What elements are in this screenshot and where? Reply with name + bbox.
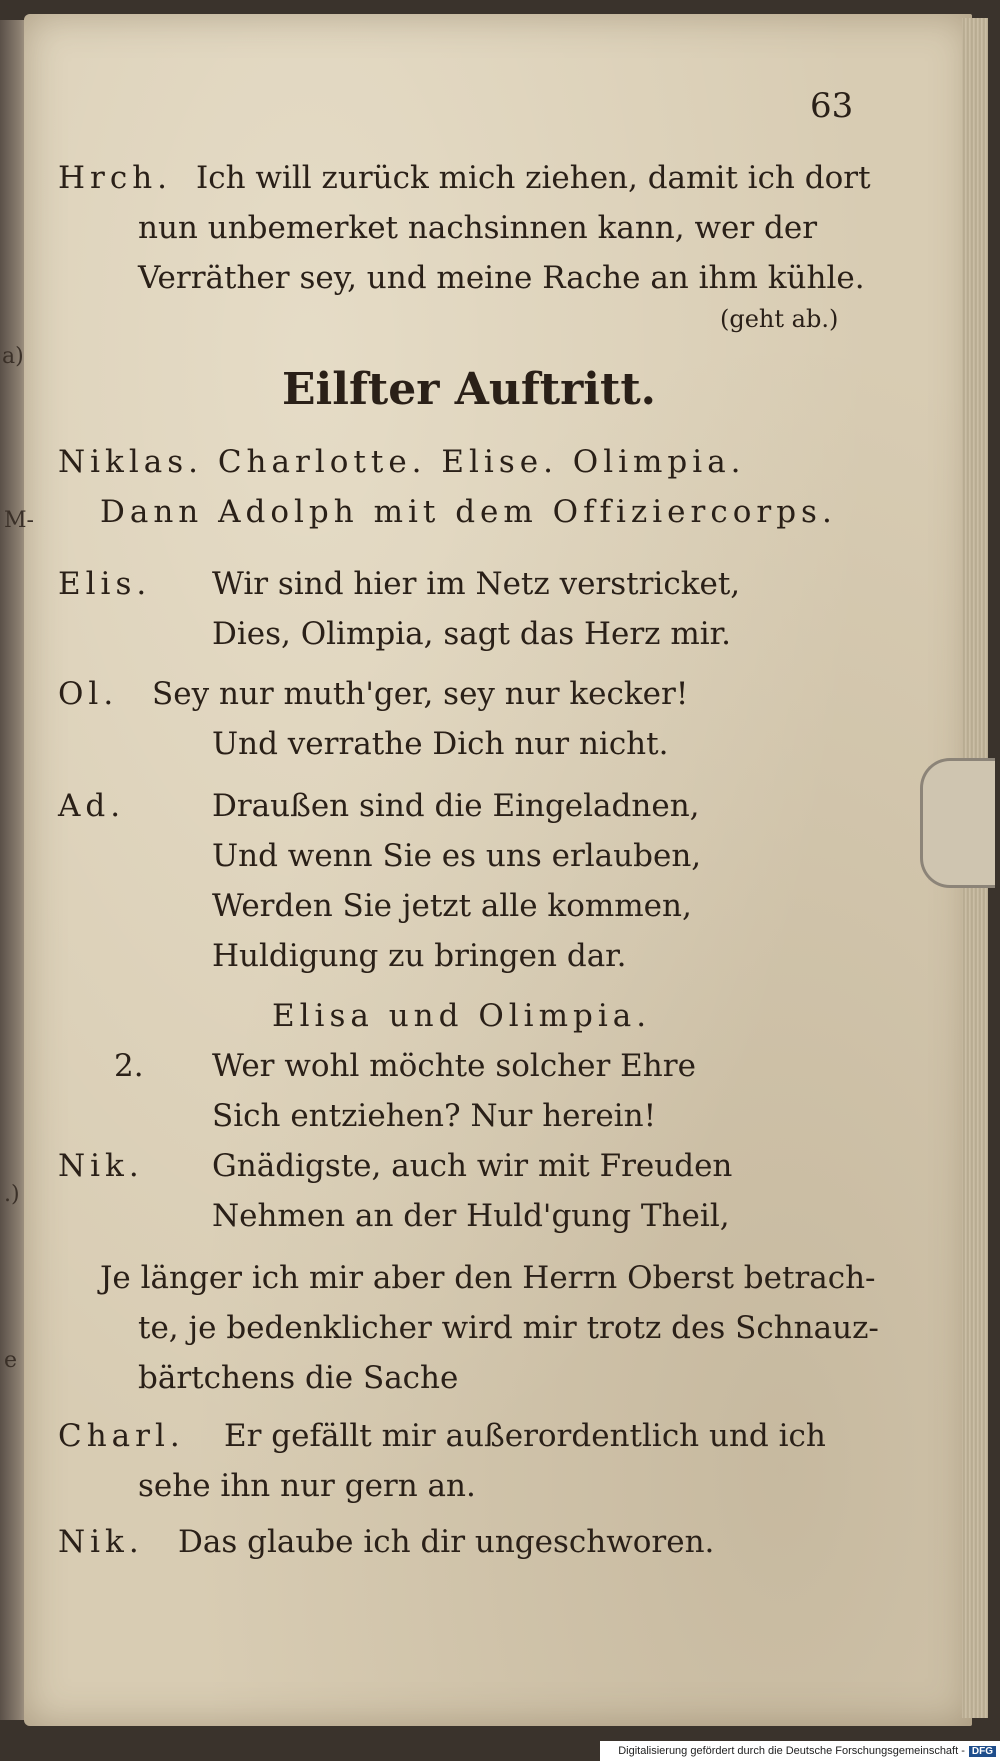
- dfg-logo: DFG: [969, 1746, 996, 1757]
- speaker-label: Elis.: [58, 566, 152, 602]
- margin-fragment: e: [4, 1348, 18, 1373]
- prose-line: te, je bedenklicher wird mir trotz des Schnauz-: [138, 1310, 879, 1346]
- speaker-label: Nik.: [58, 1148, 144, 1184]
- text-line: Das glaube ich dir ungeschworen.: [178, 1524, 715, 1560]
- margin-fragment: .): [4, 1182, 20, 1207]
- text-line: Verräther sey, und meine Rache an ihm kühle.: [138, 260, 865, 296]
- prose-line: bärtchens die Sache: [138, 1360, 459, 1396]
- speaker-label: Ad.: [58, 788, 126, 824]
- speaker-label: Ol.: [58, 676, 119, 712]
- speaker-label: Nik.: [58, 1524, 144, 1560]
- footer-text: Digitalisierung gefördert durch die Deutsche Forschungsgemeinschaft -: [618, 1745, 965, 1757]
- verse-line: Und wenn Sie es uns erlauben,: [212, 838, 702, 874]
- page-tab-marker: [920, 758, 995, 888]
- verse-line: Dies, Olimpia, sagt das Herz mir.: [212, 616, 731, 652]
- margin-fragment: a): [2, 344, 24, 369]
- verse-line: Huldigung zu bringen dar.: [212, 938, 627, 974]
- digitization-footer: [600, 1741, 1000, 1761]
- verse-line: Sey nur muth'ger, sey nur kecker!: [152, 676, 689, 712]
- speaker-label: Hrch.: [58, 160, 173, 196]
- text-line: nun unbemerket nachsinnen kann, wer der: [138, 210, 818, 246]
- cast-list: Niklas. Charlotte. Elise. Olimpia.: [58, 444, 746, 480]
- text-line: Ich will zurück mich ziehen, damit ich dort: [196, 160, 871, 196]
- scene-heading: Eilfter Auftritt.: [282, 364, 656, 415]
- text-line: sehe ihn nur gern an.: [138, 1468, 476, 1504]
- speaker-label: 2.: [114, 1048, 144, 1084]
- verse-line: Werden Sie jetzt alle kommen,: [212, 888, 692, 924]
- text-line: Er gefällt mir außerordentlich und ich: [224, 1418, 826, 1454]
- verse-line: Wer wohl möchte solcher Ehre: [212, 1048, 696, 1084]
- verse-line: Nehmen an der Huld'gung Theil,: [212, 1198, 730, 1234]
- margin-fragment: M-: [4, 508, 34, 533]
- stage-direction: (geht ab.): [720, 305, 839, 333]
- page-number: 63: [810, 86, 854, 126]
- verse-line: Wir sind hier im Netz verstricket,: [212, 566, 741, 602]
- verse-line: Sich entziehen? Nur herein!: [212, 1098, 657, 1134]
- verse-line: Gnädigste, auch wir mit Freuden: [212, 1148, 733, 1184]
- verse-line: Und verrathe Dich nur nicht.: [212, 726, 669, 762]
- duet-heading: Elisa und Olimpia.: [272, 998, 652, 1034]
- verse-line: Draußen sind die Eingeladnen,: [212, 788, 700, 824]
- cast-list: Dann Adolph mit dem Offiziercorps.: [100, 494, 837, 530]
- prose-line: Je länger ich mir aber den Herrn Oberst betrach-: [100, 1260, 876, 1296]
- speaker-label: Charl.: [58, 1418, 185, 1454]
